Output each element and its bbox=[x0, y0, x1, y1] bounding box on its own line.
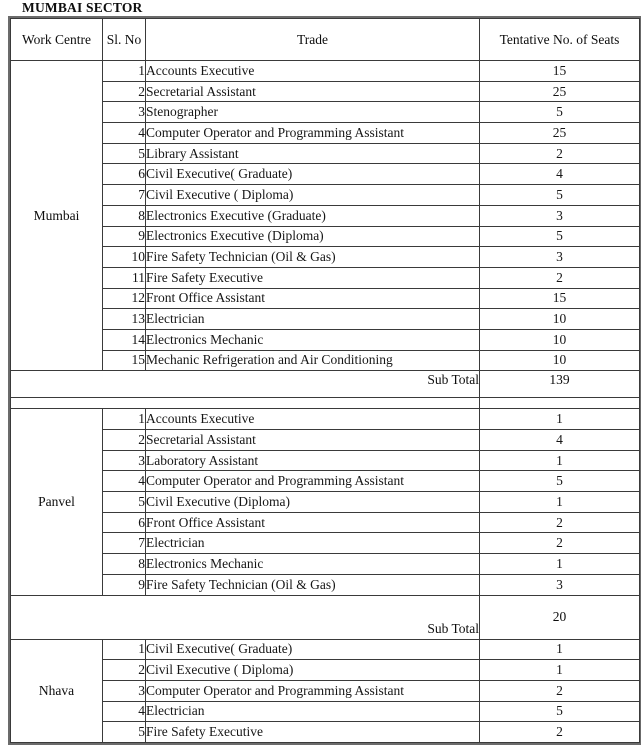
table-body bbox=[11, 61, 640, 743]
table-row bbox=[11, 409, 640, 430]
serial-number-cell: 6 bbox=[103, 164, 146, 185]
work-centre-cell: Panvel bbox=[11, 409, 103, 595]
serial-number-cell: 6 bbox=[103, 512, 146, 533]
table-row bbox=[11, 492, 640, 513]
subtotal-label: Sub Total bbox=[11, 371, 480, 398]
column-header-sl-no: Sl. No bbox=[103, 19, 146, 61]
page-title: MUMBAI SECTOR bbox=[22, 0, 143, 15]
serial-number-cell: 7 bbox=[103, 533, 146, 554]
serial-number-cell: 8 bbox=[103, 554, 146, 575]
serial-number-cell: 4 bbox=[103, 471, 146, 492]
trade-cell: Front Office Assistant bbox=[146, 288, 480, 309]
serial-number-cell: 1 bbox=[103, 409, 146, 430]
trade-cell: Library Assistant bbox=[146, 143, 480, 164]
table-row bbox=[11, 61, 640, 82]
table-row bbox=[11, 143, 640, 164]
spacer-cell bbox=[480, 398, 640, 409]
table-row bbox=[11, 329, 640, 350]
trade-cell: Laboratory Assistant bbox=[146, 450, 480, 471]
seats-cell: 3 bbox=[480, 574, 640, 595]
table-row bbox=[11, 574, 640, 595]
column-header-trade: Trade bbox=[146, 19, 480, 61]
seats-cell: 1 bbox=[480, 450, 640, 471]
seats-cell: 5 bbox=[480, 102, 640, 123]
seats-cell: 1 bbox=[480, 409, 640, 430]
table-row bbox=[11, 701, 640, 722]
table-row bbox=[11, 350, 640, 371]
serial-number-cell: 15 bbox=[103, 350, 146, 371]
serial-number-cell: 3 bbox=[103, 450, 146, 471]
serial-number-cell: 13 bbox=[103, 309, 146, 330]
seats-cell: 1 bbox=[480, 554, 640, 575]
table-row bbox=[11, 639, 640, 660]
trade-cell: Electrician bbox=[146, 309, 480, 330]
table-row bbox=[11, 205, 640, 226]
trade-cell: Fire Safety Technician (Oil & Gas) bbox=[146, 574, 480, 595]
table-header bbox=[11, 19, 640, 61]
seats-cell: 2 bbox=[480, 267, 640, 288]
subtotal-row bbox=[11, 371, 640, 398]
seats-cell: 25 bbox=[480, 123, 640, 144]
table-row bbox=[11, 533, 640, 554]
trade-cell: Electronics Executive (Graduate) bbox=[146, 205, 480, 226]
table-row bbox=[11, 471, 640, 492]
serial-number-cell: 9 bbox=[103, 226, 146, 247]
serial-number-cell: 2 bbox=[103, 660, 146, 681]
trade-cell: Fire Safety Executive bbox=[146, 267, 480, 288]
serial-number-cell: 1 bbox=[103, 639, 146, 660]
seats-cell: 5 bbox=[480, 185, 640, 206]
seats-cell: 1 bbox=[480, 639, 640, 660]
table-row bbox=[11, 123, 640, 144]
table-row bbox=[11, 226, 640, 247]
table-row bbox=[11, 722, 640, 743]
seats-cell: 2 bbox=[480, 512, 640, 533]
serial-number-cell: 4 bbox=[103, 123, 146, 144]
serial-number-cell: 10 bbox=[103, 247, 146, 268]
subtotal-value: 139 bbox=[480, 371, 640, 398]
trade-cell: Accounts Executive bbox=[146, 61, 480, 82]
trade-cell: Accounts Executive bbox=[146, 409, 480, 430]
seats-cell: 2 bbox=[480, 680, 640, 701]
trade-cell: Electronics Executive (Diploma) bbox=[146, 226, 480, 247]
serial-number-cell: 1 bbox=[103, 61, 146, 82]
trade-cell: Secretarial Assistant bbox=[146, 81, 480, 102]
serial-number-cell: 3 bbox=[103, 102, 146, 123]
serial-number-cell: 12 bbox=[103, 288, 146, 309]
seats-cell: 4 bbox=[480, 164, 640, 185]
trade-cell: Front Office Assistant bbox=[146, 512, 480, 533]
work-centre-cell: Nhava bbox=[11, 639, 103, 742]
table-row bbox=[11, 267, 640, 288]
trade-cell: Civil Executive ( Diploma) bbox=[146, 660, 480, 681]
table-row bbox=[11, 309, 640, 330]
spacer-cell bbox=[11, 398, 480, 409]
trade-cell: Fire Safety Technician (Oil & Gas) bbox=[146, 247, 480, 268]
serial-number-cell: 7 bbox=[103, 185, 146, 206]
seats-cell: 10 bbox=[480, 309, 640, 330]
work-centre-cell: Mumbai bbox=[11, 61, 103, 371]
serial-number-cell: 5 bbox=[103, 722, 146, 743]
trade-cell: Civil Executive ( Diploma) bbox=[146, 185, 480, 206]
subtotal-value: 20 bbox=[480, 595, 640, 639]
trade-cell: Computer Operator and Programming Assistant bbox=[146, 680, 480, 701]
seats-cell: 5 bbox=[480, 471, 640, 492]
table-row bbox=[11, 450, 640, 471]
table-row bbox=[11, 512, 640, 533]
table-row bbox=[11, 288, 640, 309]
table-row bbox=[11, 554, 640, 575]
table-row bbox=[11, 430, 640, 451]
trade-cell: Computer Operator and Programming Assistant bbox=[146, 471, 480, 492]
seats-cell: 25 bbox=[480, 81, 640, 102]
trade-cell: Secretarial Assistant bbox=[146, 430, 480, 451]
table-row bbox=[11, 247, 640, 268]
seats-cell: 15 bbox=[480, 288, 640, 309]
seats-cell: 15 bbox=[480, 61, 640, 82]
trade-cell: Stenographer bbox=[146, 102, 480, 123]
trade-cell: Computer Operator and Programming Assistant bbox=[146, 123, 480, 144]
trade-cell: Civil Executive( Graduate) bbox=[146, 639, 480, 660]
seats-cell: 2 bbox=[480, 533, 640, 554]
seats-table bbox=[10, 18, 640, 743]
serial-number-cell: 11 bbox=[103, 267, 146, 288]
seats-cell: 10 bbox=[480, 329, 640, 350]
seats-cell: 1 bbox=[480, 660, 640, 681]
table-row bbox=[11, 102, 640, 123]
subtotal-label: Sub Total bbox=[11, 595, 480, 639]
table-row bbox=[11, 164, 640, 185]
seats-cell: 3 bbox=[480, 247, 640, 268]
serial-number-cell: 2 bbox=[103, 430, 146, 451]
serial-number-cell: 3 bbox=[103, 680, 146, 701]
seats-cell: 2 bbox=[480, 143, 640, 164]
serial-number-cell: 5 bbox=[103, 492, 146, 513]
column-header-work-centre: Work Centre bbox=[11, 19, 103, 61]
trade-cell: Electronics Mechanic bbox=[146, 329, 480, 350]
seats-cell: 4 bbox=[480, 430, 640, 451]
subtotal-row bbox=[11, 595, 640, 639]
spacer-row bbox=[11, 398, 640, 409]
trade-cell: Electronics Mechanic bbox=[146, 554, 480, 575]
seats-table-container bbox=[8, 16, 641, 745]
header-row bbox=[11, 19, 640, 61]
table-row bbox=[11, 81, 640, 102]
trade-cell: Civil Executive( Graduate) bbox=[146, 164, 480, 185]
seats-cell: 2 bbox=[480, 722, 640, 743]
table-row bbox=[11, 680, 640, 701]
seats-cell: 3 bbox=[480, 205, 640, 226]
table-row bbox=[11, 185, 640, 206]
column-header-seats: Tentative No. of Seats bbox=[480, 19, 640, 61]
trade-cell: Civil Executive (Diploma) bbox=[146, 492, 480, 513]
serial-number-cell: 8 bbox=[103, 205, 146, 226]
trade-cell: Mechanic Refrigeration and Air Conditioning bbox=[146, 350, 480, 371]
seats-cell: 1 bbox=[480, 492, 640, 513]
serial-number-cell: 4 bbox=[103, 701, 146, 722]
seats-cell: 5 bbox=[480, 226, 640, 247]
serial-number-cell: 5 bbox=[103, 143, 146, 164]
seats-cell: 10 bbox=[480, 350, 640, 371]
serial-number-cell: 9 bbox=[103, 574, 146, 595]
trade-cell: Fire Safety Executive bbox=[146, 722, 480, 743]
trade-cell: Electrician bbox=[146, 533, 480, 554]
serial-number-cell: 2 bbox=[103, 81, 146, 102]
seats-cell: 5 bbox=[480, 701, 640, 722]
serial-number-cell: 14 bbox=[103, 329, 146, 350]
trade-cell: Electrician bbox=[146, 701, 480, 722]
